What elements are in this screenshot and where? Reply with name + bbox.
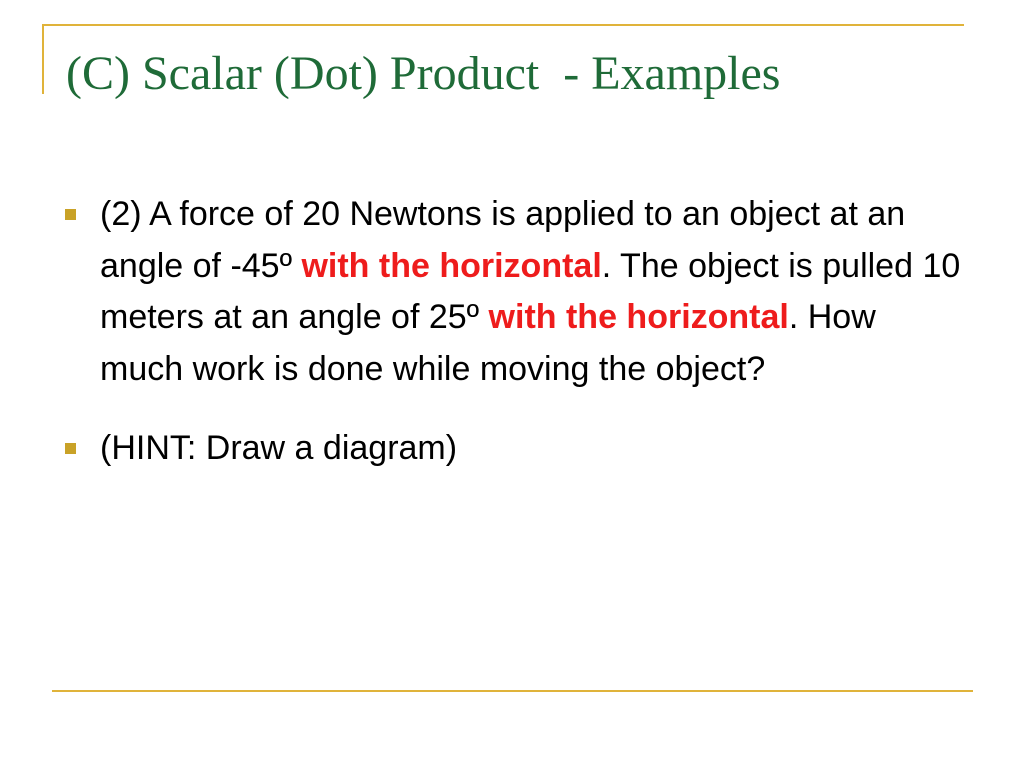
bullet-text-segment: . The object is pulled 10 meters at an angle of 25º — [100, 246, 961, 336]
bullet-text-segment: (HINT: Draw a diagram) — [100, 429, 458, 467]
bullet-item-problem — [62, 189, 962, 395]
bullet-text-segment: (2) A force of 20 Newtons is applied to an object at an angle of -45º — [100, 195, 906, 285]
top-accent-rule — [42, 24, 964, 26]
square-bullet-icon — [65, 209, 76, 220]
highlighted-phrase: with the horizontal — [301, 246, 602, 285]
bottom-accent-rule — [52, 690, 973, 692]
highlighted-phrase: with the horizontal — [488, 298, 789, 336]
bullet-item-hint — [62, 423, 962, 475]
left-accent-rule — [42, 24, 44, 94]
bullet-list — [62, 189, 962, 475]
square-bullet-icon — [65, 443, 76, 454]
bullet-text-segment: . How much work is done while moving the object? — [100, 298, 876, 388]
slide-title: (C) Scalar (Dot) Product - Examples — [66, 47, 781, 100]
